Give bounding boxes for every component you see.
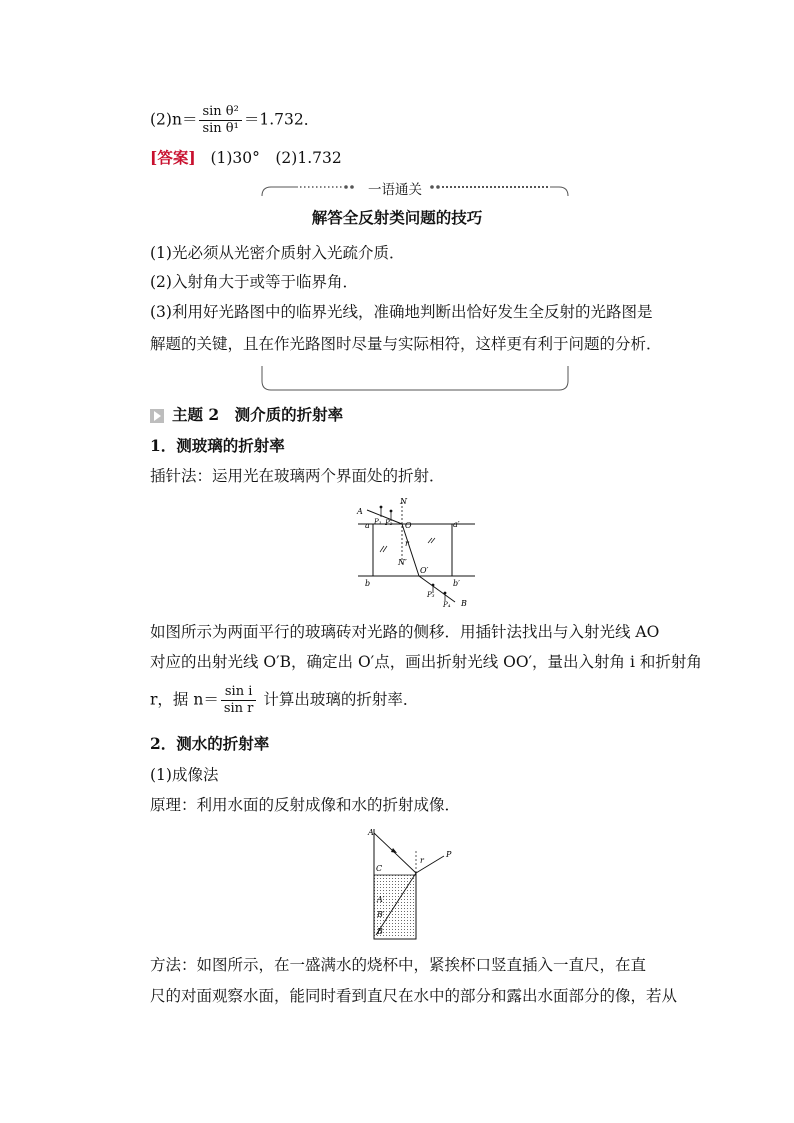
snell-fraction <box>221 684 257 717</box>
fig2-label-A: A <box>368 828 374 837</box>
tip-point-3a: (3)利用好光路图中的临界光线，准确地判断出恰好发生全反射的光路图是 <box>150 303 653 321</box>
formula-suffix: ＝1.732． <box>243 110 320 129</box>
fig2-label-r: r <box>420 856 424 865</box>
fig1-label-P1: P₁ <box>374 518 382 526</box>
fig1-label-A: A <box>357 507 363 516</box>
formula-numerator: sin θ² <box>199 104 241 121</box>
beaker-figure <box>364 823 464 943</box>
fig1-label-b: b <box>365 579 371 588</box>
tip-point-1: (1)光必须从光密介质射入光疏介质． <box>150 244 405 262</box>
answer-tag: [答案] <box>150 148 196 167</box>
fig1-label-P2: P₂ <box>385 519 393 527</box>
fig2-label-C: C <box>376 864 383 873</box>
fig1-label-N: N <box>400 497 407 506</box>
fig2-label-B: B <box>377 927 383 936</box>
fig1-label-r: r <box>405 539 409 548</box>
fig2-label-B-prime: B′ <box>377 910 385 919</box>
section-2-sub: (1)成像法 <box>150 766 219 784</box>
play-triangle-icon <box>150 409 164 423</box>
formula-prefix: (2)n＝ <box>150 110 198 129</box>
fig1-label-a-prime: a′ <box>453 520 460 529</box>
fig1-label-O-prime: O′ <box>420 566 429 575</box>
method-line-2: 尺的对面观察水面，能同时看到直尺在水中的部分和露出水面部分的像，若从 <box>150 987 678 1005</box>
desc-3-prefix: r，据 n＝ <box>150 690 219 709</box>
tip-point-3b: 解题的关键，且在作光路图时尽量与实际相符，这样更有利于问题的分析． <box>150 335 662 353</box>
topic-heading-text: 主题 2 测介质的折射率 <box>172 405 344 424</box>
method-line-1: 方法：如图所示，在一盛满水的烧杯中，紧挨杯口竖直插入一直尺，在直 <box>150 956 647 974</box>
topic-heading <box>150 405 343 425</box>
desc-3-suffix: 计算出玻璃的折射率． <box>258 690 419 709</box>
answer-text: (1)30° (2)1.732 <box>210 149 342 167</box>
section-1-title: 1．测玻璃的折射率 <box>150 436 285 455</box>
fig1-label-b-prime: b′ <box>453 579 460 588</box>
desc-line-3 <box>150 684 418 717</box>
fig1-label-O: O <box>405 521 412 530</box>
principle-line: 原理：利用水面的反射成像和水的折射成像． <box>150 796 461 814</box>
formula-denominator: sin θ¹ <box>202 121 239 136</box>
fig2-label-P: P <box>446 850 452 859</box>
snell-numerator: sin i <box>221 684 257 701</box>
fig1-label-P3: P₃ <box>427 591 435 599</box>
snell-denominator: sin r <box>223 701 254 716</box>
fig1-label-a: a <box>365 521 370 530</box>
section-1-method: 插针法：运用光在玻璃两个界面处的折射． <box>150 467 445 485</box>
tip-title: 解答全反射类问题的技巧 <box>311 208 483 227</box>
fig1-label-B: B <box>461 599 467 608</box>
tip-point-2: (2)入射角大于或等于临界角． <box>150 273 358 291</box>
desc-line-2: 对应的出射光线 O′B，确定出 O′点，画出折射光线 OO′，量出入射角 i 和折射角 <box>150 653 702 671</box>
tip-banner: 一语通关 <box>368 182 422 198</box>
glass-slab-figure <box>355 494 480 612</box>
fig1-label-P4: P₄ <box>443 601 451 609</box>
fig1-label-N-prime: N′ <box>398 558 407 567</box>
section-2-title: 2．测水的折射率 <box>150 734 270 753</box>
desc-line-1: 如图所示为两面平行的玻璃砖对光路的侧移．用插针法找出与入射光线 AO <box>150 623 660 641</box>
fig2-label-A-prime: A′ <box>377 895 385 904</box>
